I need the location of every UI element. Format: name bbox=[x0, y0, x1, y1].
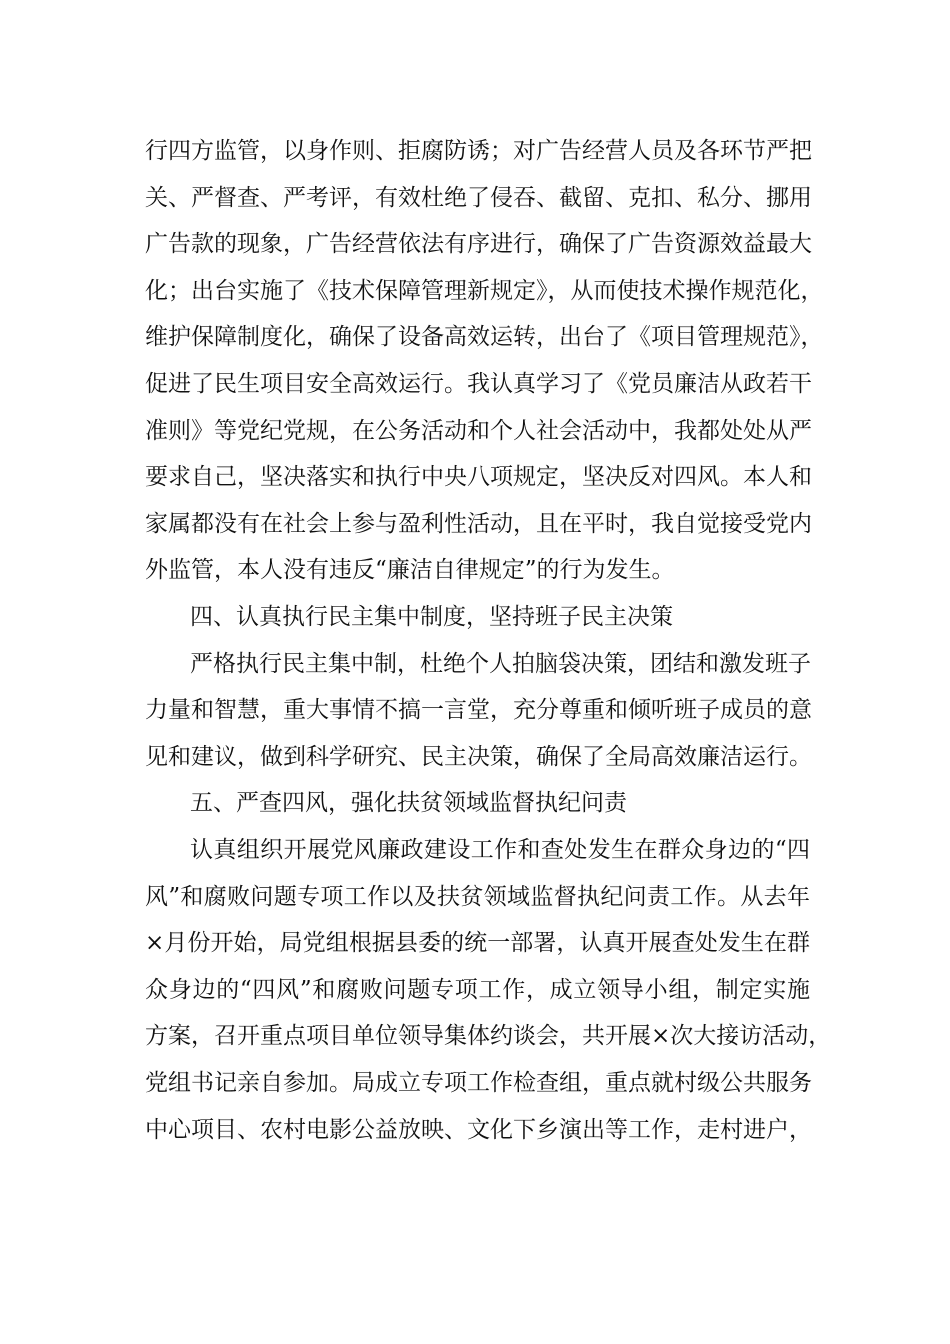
text-line: 见和建议，做到科学研究、民主决策，确保了全局高效廉洁运行。 bbox=[145, 744, 812, 770]
text-line: ×月份开始，局党组根据县委的统一部署，认真开展查处发生在群 bbox=[145, 930, 810, 956]
text-line: 众身边的“四风”和腐败问题专项工作，成立领导小组，制定实施 bbox=[145, 977, 810, 1003]
text-line: 力量和智慧，重大事情不搞一言堂，充分尊重和倾听班子成员的意 bbox=[145, 697, 812, 723]
text-line: 外监管，本人没有违反“廉洁自律规定”的行为发生。 bbox=[145, 557, 675, 583]
text-line: 严格执行民主集中制，杜绝个人拍脑袋决策，团结和激发班子 bbox=[190, 651, 811, 677]
text-line: 行四方监管，以身作则、拒腐防诱；对广告经营人员及各环节严把 bbox=[145, 138, 812, 164]
text-line: 化；出台实施了《技术保障管理新规定》，从而使技术操作规范化， bbox=[145, 278, 824, 304]
text-line: 方案，召开重点项目单位领导集体约谈会，共开展×次大接访活动， bbox=[145, 1023, 832, 1049]
text-line: 党组书记亲自参加。局成立专项工作检查组，重点就村级公共服务 bbox=[145, 1070, 812, 1096]
text-line: 维护保障制度化，确保了设备高效运转，出台了《项目管理规范》， bbox=[145, 324, 824, 350]
text-line: 五、严查四风，强化扶贫领域监督执纪问责 bbox=[190, 790, 627, 816]
text-line: 促进了民生项目安全高效运行。我认真学习了《党员廉洁从政若干 bbox=[145, 371, 812, 397]
text-line: 四、认真执行民主集中制度，坚持班子民主决策 bbox=[190, 604, 673, 630]
text-line: 要求自己，坚决落实和执行中央八项规定，坚决反对四风。本人和 bbox=[145, 464, 812, 490]
text-line: 准则》等党纪党规，在公务活动和个人社会活动中，我都处处从严 bbox=[145, 418, 812, 444]
text-line: 广告款的现象，广告经营依法有序进行，确保了广告资源效益最大 bbox=[145, 231, 812, 257]
text-line: 认真组织开展党风廉政建设工作和查处发生在群众身边的“四 bbox=[190, 837, 810, 863]
text-line: 关、严督查、严考评，有效杜绝了侵吞、截留、克扣、私分、挪用 bbox=[145, 185, 812, 211]
text-line: 家属都没有在社会上参与盈利性活动，且在平时，我自觉接受党内 bbox=[145, 511, 812, 537]
text-line: 风”和腐败问题专项工作以及扶贫领域监督执纪问责工作。从去年 bbox=[145, 884, 810, 910]
text-line: 中心项目、农村电影公益放映、文化下乡演出等工作，走村进户， bbox=[145, 1117, 812, 1143]
